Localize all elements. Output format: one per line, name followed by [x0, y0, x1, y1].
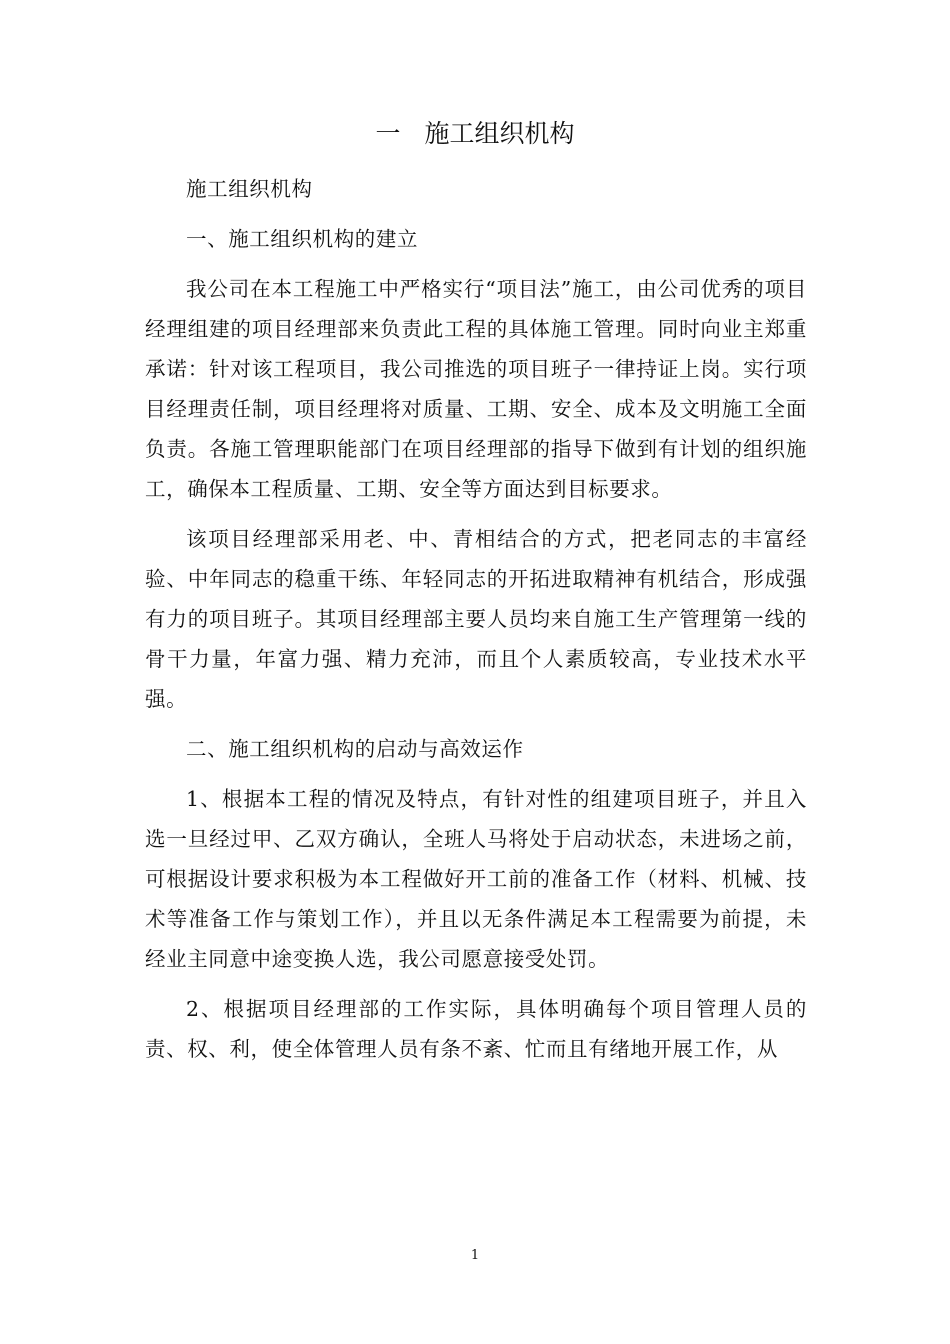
subsection-heading: 一、施工组织机构的建立 — [186, 227, 419, 251]
title-number: 一 — [375, 119, 401, 148]
document-body — [145, 169, 807, 1069]
body-paragraph: 2、根据项目经理部的工作实际，具体明确每个项目管理人员的责、权、利，使全体管理人员有条不紊、忙而且有绪地开展工作，从 — [145, 997, 807, 1061]
body-paragraph: 该项目经理部采用老、中、青相结合的方式，把老同志的丰富经验、中年同志的稳重干练、年轻同志的开拓进取精神有机结合，形成强有力的项目班子。其项目经理部主要人员均来自施工生产管理第一线的骨干力量，年富力强、精力充沛，而且个人素质较高，专业技术水平强。 — [145, 527, 807, 711]
page-title — [0, 116, 950, 152]
title-text: 施工组织机构 — [424, 119, 575, 148]
page-number: 1 — [470, 1248, 480, 1263]
section-heading: 施工组织机构 — [186, 177, 313, 201]
subsection-heading: 二、施工组织机构的启动与高效运作 — [186, 737, 524, 761]
body-paragraph: 我公司在本工程施工中严格实行“项目法”施工，由公司优秀的项目经理组建的项目经理部来负责此工程的具体施工管理。同时向业主郑重承诺：针对该工程项目，我公司推选的项目班子一律持证上岗。实行项目经理责任制，项目经理将对质量、工期、安全、成本及文明施工全面负责。各施工管理职能部门在项目经理部的指导下做到有计划的组织施工，确保本工程质量、工期、安全等方面达到目标要求。 — [145, 277, 807, 501]
body-paragraph: 1、根据本工程的情况及特点，有针对性的组建项目班子，并且入选一旦经过甲、乙双方确认，全班人马将处于启动状态，未进场之前，可根据设计要求积极为本工程做好开工前的准备工作（材料、机械、技术等准备工作与策划工作），并且以无条件满足本工程需要为前提，未经业主同意中途变换人选，我公司愿意接受处罚。 — [145, 787, 807, 971]
